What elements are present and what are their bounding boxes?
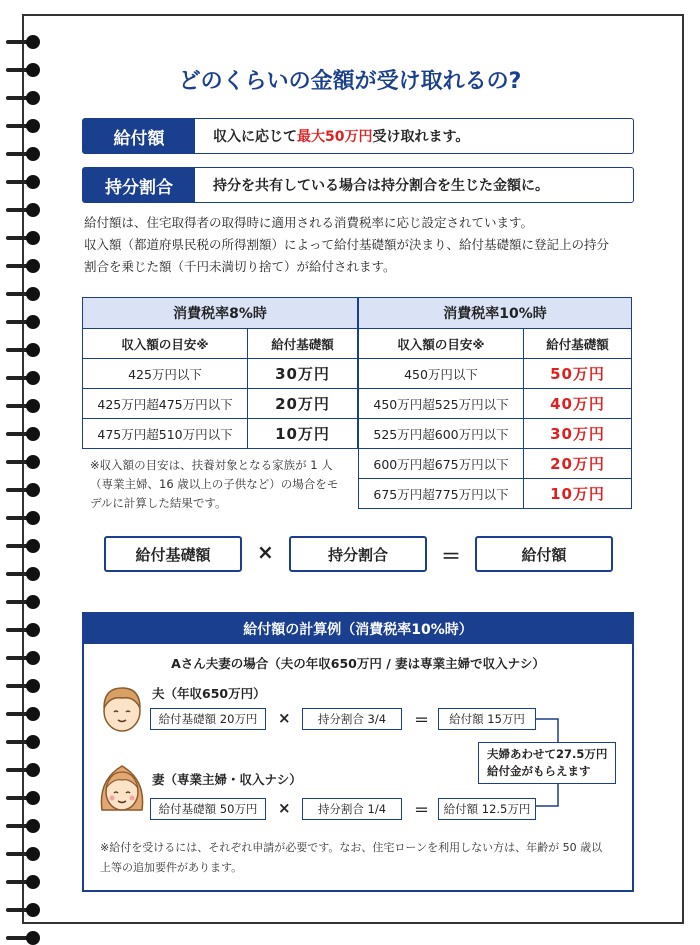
binding-ring bbox=[0, 400, 44, 412]
footnote-line: ※給付を受けるには、それぞれ申請が必要です。なお、住宅ローンを利用しない方は、年齢が 50 歳以 bbox=[100, 841, 603, 854]
binding-ring bbox=[0, 568, 44, 580]
binding-ring bbox=[0, 484, 44, 496]
husband-equals: ＝ bbox=[414, 711, 430, 729]
binding-ring bbox=[0, 624, 44, 636]
binding-ring bbox=[0, 316, 44, 328]
table-10-col-income: 収入額の目安※ bbox=[359, 329, 524, 359]
binding-ring bbox=[0, 820, 44, 832]
example-case: Aさん夫妻の場合（夫の年収650万円 / 妻は専業主婦で収入ナシ） bbox=[171, 656, 545, 671]
table-8-col-income: 収入額の目安※ bbox=[83, 329, 248, 359]
table-row-base: 40万円 bbox=[524, 389, 632, 419]
table-row-base: 50万円 bbox=[524, 359, 632, 389]
explanation-line: 割合を乗じた額（千円未満切り捨て）が給付されます。 bbox=[84, 259, 396, 274]
table-row-base: 20万円 bbox=[248, 389, 358, 419]
wife-label: 妻（専業主婦・収入ナシ） bbox=[152, 772, 302, 787]
binding-ring bbox=[0, 680, 44, 692]
binding-ring bbox=[0, 428, 44, 440]
table-row-income: 600万円超675万円以下 bbox=[359, 449, 524, 479]
husband-times: × bbox=[278, 709, 291, 727]
ownership-share-row bbox=[82, 167, 634, 203]
formula-share: 持分割合 bbox=[289, 536, 427, 572]
binding-ring bbox=[0, 512, 44, 524]
total-line: 給付金がもらえます bbox=[487, 764, 591, 778]
formula-base: 給付基礎額 bbox=[104, 536, 242, 572]
table-row-base: 30万円 bbox=[248, 359, 358, 389]
binding-ring bbox=[0, 204, 44, 216]
binding-ring bbox=[0, 708, 44, 720]
table-10-header: 消費税率10%時 bbox=[359, 298, 632, 329]
total-box bbox=[478, 742, 616, 784]
table-row-income: 525万円超600万円以下 bbox=[359, 419, 524, 449]
wife-avatar-icon bbox=[96, 760, 148, 818]
example-footnote bbox=[100, 838, 624, 878]
page-title: どのくらいの金額が受け取れるの? bbox=[178, 69, 522, 94]
table-row-income: 450万円以下 bbox=[359, 359, 524, 389]
binding-ring bbox=[0, 120, 44, 132]
wife-base-box: 給付基礎額 50万円 bbox=[150, 798, 266, 820]
husband-share-box: 持分割合 3/4 bbox=[302, 708, 402, 730]
note-line: （専業主婦、16 歳以上の子供など）の場合をモ bbox=[90, 477, 339, 491]
binding-ring bbox=[0, 764, 44, 776]
table-8-col-base: 給付基礎額 bbox=[248, 329, 358, 359]
calculation-example-header: 給付額の計算例（消費税率10%時） bbox=[84, 614, 632, 644]
wife-result-box: 給付額 12.5万円 bbox=[438, 798, 536, 820]
table-tax-10 bbox=[358, 297, 632, 509]
husband-avatar-icon bbox=[98, 682, 146, 736]
formula-result: 給付額 bbox=[475, 536, 613, 572]
binding-ring bbox=[0, 792, 44, 804]
table-row-income: 475万円超510万円以下 bbox=[83, 419, 248, 449]
husband-base-box: 給付基礎額 20万円 bbox=[150, 708, 266, 730]
table-row-income: 675万円超775万円以下 bbox=[359, 479, 524, 509]
benefit-amount-highlight: 最大50万円 bbox=[297, 129, 373, 145]
binding-ring bbox=[0, 36, 44, 48]
total-line: 夫婦あわせて27.5万円 bbox=[487, 747, 608, 761]
formula-equals: ＝ bbox=[441, 544, 461, 568]
wife-equals: ＝ bbox=[414, 801, 430, 819]
ownership-share-tag: 持分割合 bbox=[83, 168, 195, 202]
table-tax-8 bbox=[82, 297, 358, 449]
binding-ring bbox=[0, 876, 44, 888]
table-row-base: 30万円 bbox=[524, 419, 632, 449]
wife-share-box: 持分割合 1/4 bbox=[302, 798, 402, 820]
binding-ring bbox=[0, 344, 44, 356]
income-note bbox=[90, 456, 352, 513]
table-row-base: 20万円 bbox=[524, 449, 632, 479]
note-line: デルに計算した結果です。 bbox=[90, 496, 227, 510]
binding-ring bbox=[0, 148, 44, 160]
table-row-base: 10万円 bbox=[248, 419, 358, 449]
binding-ring bbox=[0, 260, 44, 272]
benefit-amount-text bbox=[195, 126, 469, 146]
binding-ring bbox=[0, 904, 44, 916]
benefit-amount-pre: 収入に応じて bbox=[213, 129, 297, 145]
binding-ring bbox=[0, 372, 44, 384]
table-row-income: 450万円超525万円以下 bbox=[359, 389, 524, 419]
table-8-header: 消費税率8%時 bbox=[83, 298, 358, 329]
binding-ring bbox=[0, 176, 44, 188]
benefit-amount-post: 受け取れます。 bbox=[372, 129, 470, 145]
ownership-share-text: 持分を共有している場合は持分割合を生じた金額に。 bbox=[213, 178, 549, 194]
husband-result-box: 給付額 15万円 bbox=[438, 708, 536, 730]
table-row-income: 425万円以下 bbox=[83, 359, 248, 389]
wife-times: × bbox=[278, 799, 291, 817]
formula-times: × bbox=[257, 540, 274, 564]
explanation-line: 給付額は、住宅取得者の取得時に適用される消費税率に応じ設定されています。 bbox=[84, 215, 534, 230]
binding-ring bbox=[0, 540, 44, 552]
binding-ring bbox=[0, 932, 44, 944]
binding-ring bbox=[0, 456, 44, 468]
table-row-base: 10万円 bbox=[524, 479, 632, 509]
note-line: ※収入額の目安は、扶養対象となる家族が 1 人 bbox=[90, 458, 333, 472]
table-10-col-base: 給付基礎額 bbox=[524, 329, 632, 359]
binding-ring bbox=[0, 736, 44, 748]
binding-ring bbox=[0, 288, 44, 300]
husband-label: 夫（年収650万円） bbox=[152, 686, 266, 701]
explanation-paragraph bbox=[84, 212, 644, 278]
benefit-amount-tag: 給付額 bbox=[83, 119, 195, 153]
benefit-amount-row bbox=[82, 118, 634, 154]
explanation-line: 収入額（都道府県民税の所得割額）によって給付基礎額が決まり、給付基礎額に登記上の持分 bbox=[84, 237, 610, 252]
footnote-line: 上等の追加要件があります。 bbox=[100, 861, 243, 874]
binding-ring bbox=[0, 848, 44, 860]
binding-ring bbox=[0, 652, 44, 664]
table-row-income: 425万円超475万円以下 bbox=[83, 389, 248, 419]
binding-ring bbox=[0, 596, 44, 608]
binding-ring bbox=[0, 232, 44, 244]
